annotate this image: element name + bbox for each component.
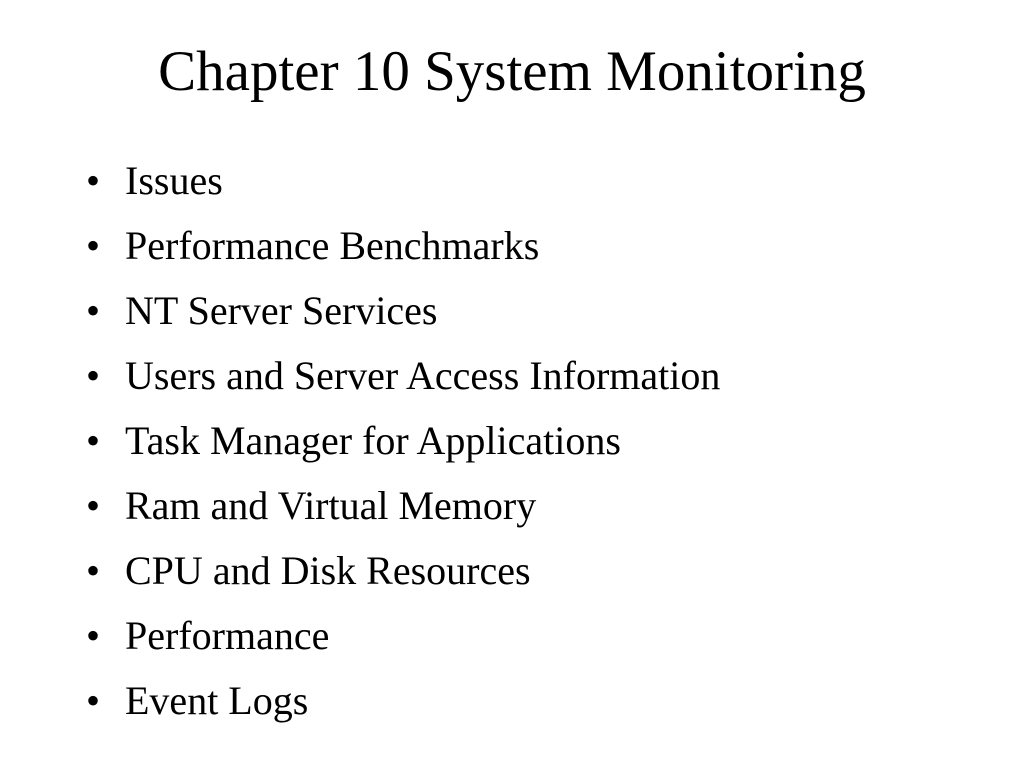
bullet-icon: • xyxy=(86,288,101,333)
bullet-icon: • xyxy=(86,483,101,528)
bullet-text: Event Logs xyxy=(125,678,309,723)
bullet-text: Ram and Virtual Memory xyxy=(125,483,537,528)
bullet-icon: • xyxy=(86,223,101,268)
bullet-text: Performance Benchmarks xyxy=(125,223,540,268)
bullet-icon: • xyxy=(86,613,101,658)
bullet-icon: • xyxy=(86,353,101,398)
bullet-icon: • xyxy=(86,158,101,203)
bullet-icon: • xyxy=(86,418,101,463)
bullet-text: Issues xyxy=(125,158,223,203)
bullet-text: CPU and Disk Resources xyxy=(125,548,531,593)
bullet-icon: • xyxy=(86,678,101,723)
bullet-text: Task Manager for Applications xyxy=(125,418,621,463)
slide-title: Chapter 10 System Monitoring xyxy=(158,40,866,103)
bullet-text: Performance xyxy=(125,613,330,658)
bullet-text: NT Server Services xyxy=(125,288,438,333)
bullet-text: Users and Server Access Information xyxy=(125,353,721,398)
bullet-icon: • xyxy=(86,548,101,593)
